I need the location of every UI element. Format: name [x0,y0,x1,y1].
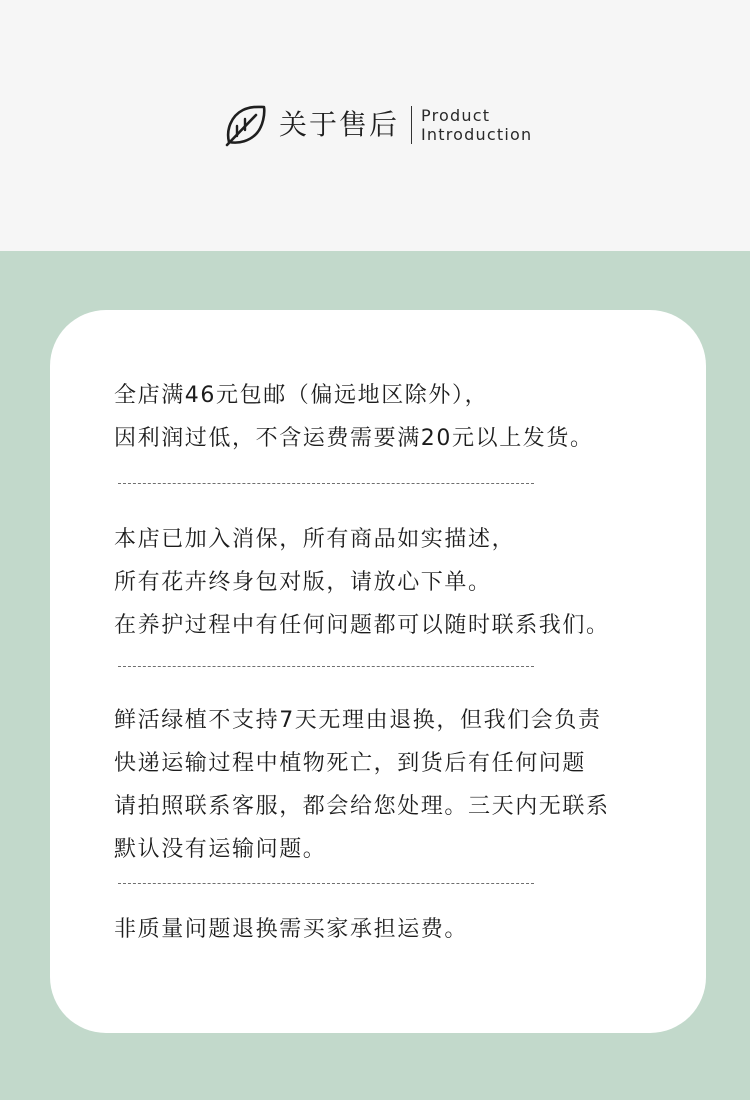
text-line: 因利润过低，不含运费需要满20元以上发货。 [114,426,594,451]
header-title-group [223,100,532,150]
text-line: 请拍照联系客服，都会给您处理。三天内无联系 [114,794,610,819]
text-line: 鲜活绿植不支持7天无理由退换，但我们会负责 [114,708,602,733]
section-shipping [114,374,674,460]
text-line: 快递运输过程中植物死亡，到货后有任何问题 [114,751,587,776]
subtitle-line-2: Introduction [421,125,533,144]
title-divider [411,106,412,144]
text-line: 本店已加入消保，所有商品如实描述， [114,527,516,552]
dashed-divider [118,666,534,667]
text-line: 在养护过程中有任何问题都可以随时联系我们。 [114,613,610,638]
section-shipping-cost [114,908,674,951]
header [0,0,750,251]
main-area [0,251,750,1100]
leaf-icon [223,102,269,148]
text-line: 所有花卉终身包对版，请放心下单。 [114,570,492,595]
text-line: 非质量问题退换需买家承担运费。 [114,917,469,942]
subtitle-line-1: Product [421,106,491,125]
section-returns [114,699,674,871]
dashed-divider [118,883,534,884]
dashed-divider [118,483,534,484]
after-sales-card [50,310,706,1033]
page-title: 关于售后 [279,108,400,141]
page-subtitle [421,106,532,144]
text-line: 全店满46元包邮（偏远地区除外）， [114,383,489,408]
text-line: 默认没有运输问题。 [114,837,327,862]
section-guarantee [114,518,674,647]
